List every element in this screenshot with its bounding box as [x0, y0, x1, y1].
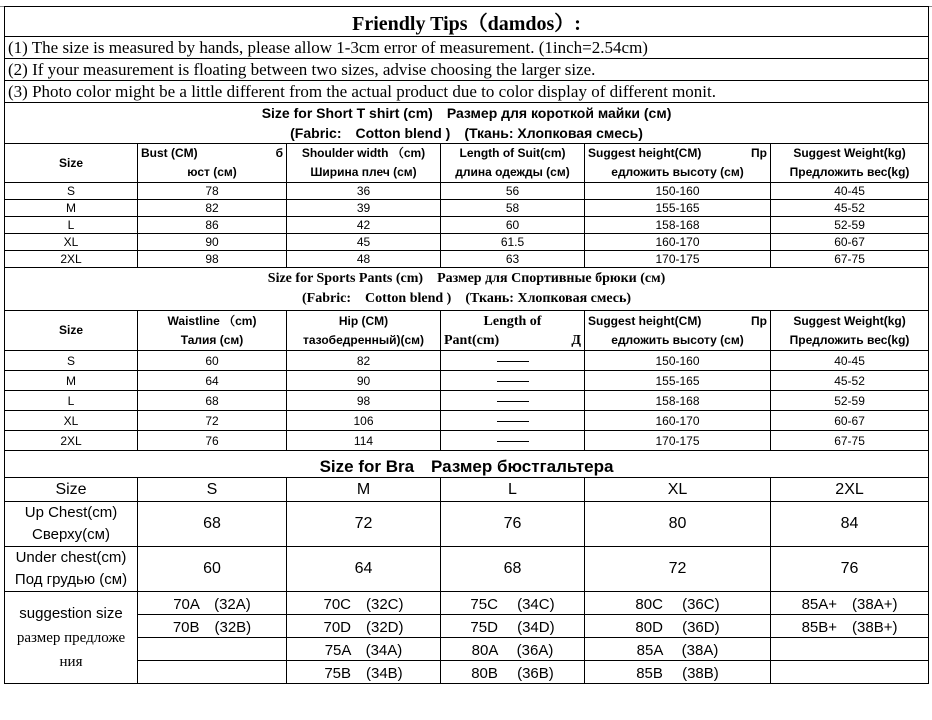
tshirt-cell-size: XL: [5, 234, 138, 251]
bra-suggestion-cell: 75A (34A): [287, 638, 441, 661]
tshirt-header-weight: Suggest Weight(kg) Предложить вес(kg): [771, 144, 929, 183]
bra-suggestion-cell: 70C (32C): [287, 592, 441, 615]
bra-suggestion-row: [5, 661, 929, 684]
bra-size-label: Size: [5, 478, 138, 502]
pants-row: [5, 351, 929, 371]
pants-cell-size: XL: [5, 411, 138, 431]
pants-cell-hip: 90: [287, 371, 441, 391]
pants-cell-waist: 72: [138, 411, 287, 431]
pants-cell-height: 160-170: [585, 411, 771, 431]
tip-1: (1) The size is measured by hands, please allow 1-3cm error of measurement. (1inch=2.54cm): [5, 37, 929, 59]
bra-suggestion-row: [5, 638, 929, 661]
tshirt-row: [5, 251, 929, 268]
tshirt-header-length: Length of Suit(cm) длина одежды (см): [441, 144, 585, 183]
pants-cell-weight: 52-59: [771, 391, 929, 411]
bra-suggestion-cell: 70B (32B): [138, 615, 287, 638]
tshirt-section-title: [5, 103, 929, 144]
tshirt-title: Size for Short T shirt (cm) Размер для короткой майки (см): [261, 105, 672, 121]
pants-header-waist: Waistline （cm) Талия (см): [138, 311, 287, 351]
bra-suggestion-label: [5, 592, 138, 684]
pants-section-title: [5, 268, 929, 311]
tshirt-cell-shoulder: 39: [287, 200, 441, 217]
bra-suggestion-cell: [771, 638, 929, 661]
bra-size-M: M: [287, 478, 441, 502]
tshirt-cell-height: 150-160: [585, 183, 771, 200]
size-chart-table: [4, 6, 929, 684]
tshirt-cell-bust: 90: [138, 234, 287, 251]
pants-cell-weight: 67-75: [771, 431, 929, 451]
pants-cell-hip: 114: [287, 431, 441, 451]
pants-row: [5, 391, 929, 411]
bra-size-XL: XL: [585, 478, 771, 502]
pants-cell-length: [441, 351, 585, 371]
pants-cell-waist: 68: [138, 391, 287, 411]
tshirt-row: [5, 234, 929, 251]
pants-header-size: Size: [5, 311, 138, 351]
bra-suggestion-cell: 70A (32A): [138, 592, 287, 615]
pants-cell-length: [441, 431, 585, 451]
pants-header-weight: Suggest Weight(kg) Предложить вес(kg): [771, 311, 929, 351]
bra-suggestion-cell: 80D (36D): [585, 615, 771, 638]
tip-2: (2) If your measurement is floating between two sizes, advise choosing the larger size.: [5, 59, 929, 81]
tshirt-fabric: (Fabric: Cotton blend ) (Ткань: Хлопковая смесь): [290, 125, 643, 141]
bra-up-chest-value: 72: [287, 502, 441, 547]
tshirt-cell-shoulder: 45: [287, 234, 441, 251]
tshirt-cell-bust: 98: [138, 251, 287, 268]
tshirt-cell-bust: 82: [138, 200, 287, 217]
bra-suggestion-cell: 85B (38B): [585, 661, 771, 684]
tshirt-cell-size: M: [5, 200, 138, 217]
bra-suggestion-cell: 80B (36B): [441, 661, 585, 684]
bra-under-chest-value: 60: [138, 547, 287, 592]
tshirt-cell-height: 160-170: [585, 234, 771, 251]
bra-suggestion-cell: [138, 661, 287, 684]
pants-cell-weight: 60-67: [771, 411, 929, 431]
bra-up-chest-label: Up Chest(cm) Сверху(см): [5, 502, 138, 547]
tshirt-header-shoulder: Shoulder width （cm) Ширина плеч (см): [287, 144, 441, 183]
pants-cell-size: L: [5, 391, 138, 411]
tip-3: (3) Photo color might be a little different from the actual product due to color display of different monit.: [5, 81, 929, 103]
tshirt-cell-weight: 67-75: [771, 251, 929, 268]
tshirt-header-size: Size: [5, 144, 138, 183]
tshirt-cell-length: 60: [441, 217, 585, 234]
pants-cell-height: 155-165: [585, 371, 771, 391]
bra-suggestion-cell: 85B+ (38B+): [771, 615, 929, 638]
pants-header-hip: Hip (CM) тазобедренный)(см): [287, 311, 441, 351]
tshirt-header-bust: Bust (CM) б юст (см): [138, 144, 287, 183]
bra-suggestion-cell: [771, 661, 929, 684]
bra-size-2XL: 2XL: [771, 478, 929, 502]
tshirt-cell-height: 170-175: [585, 251, 771, 268]
bra-under-chest-value: 76: [771, 547, 929, 592]
bra-up-chest-value: 84: [771, 502, 929, 547]
pants-header-height: Suggest height(CM) Пр едложить высоту (см): [585, 311, 771, 351]
tshirt-cell-size: L: [5, 217, 138, 234]
pants-cell-waist: 60: [138, 351, 287, 371]
tshirt-cell-shoulder: 36: [287, 183, 441, 200]
bra-up-chest-value: 68: [138, 502, 287, 547]
pants-title: Size for Sports Pants (cm) Размер для Спортивные брюки (см): [267, 271, 666, 286]
tshirt-cell-weight: 40-45: [771, 183, 929, 200]
pants-cell-height: 170-175: [585, 431, 771, 451]
tshirt-rows: [5, 183, 929, 268]
tshirt-cell-bust: 78: [138, 183, 287, 200]
pants-cell-size: M: [5, 371, 138, 391]
pants-cell-weight: 45-52: [771, 371, 929, 391]
tshirt-cell-height: 155-165: [585, 200, 771, 217]
pants-cell-length: [441, 391, 585, 411]
bra-under-chest-value: 72: [585, 547, 771, 592]
bra-suggestion-cell: [138, 638, 287, 661]
tshirt-header-height: Suggest height(CM) Пр едложить высоту (см): [585, 144, 771, 183]
pants-row: [5, 431, 929, 451]
bra-suggestion-cell: 75D (34D): [441, 615, 585, 638]
pants-cell-hip: 98: [287, 391, 441, 411]
bra-suggestion-cell: 70D (32D): [287, 615, 441, 638]
pants-row: [5, 371, 929, 391]
sugg-label-2: размер предложе: [16, 629, 126, 646]
tshirt-cell-weight: 45-52: [771, 200, 929, 217]
bra-under-chest-label: Under chest(cm) Под грудью (см): [5, 547, 138, 592]
tshirt-cell-length: 61.5: [441, 234, 585, 251]
tshirt-cell-height: 158-168: [585, 217, 771, 234]
pants-cell-length: [441, 371, 585, 391]
pants-header-length: Length of Pant(cm) Д: [441, 311, 585, 351]
dash-placeholder: [497, 401, 529, 402]
pants-row: [5, 411, 929, 431]
bra-up-chest-value: 80: [585, 502, 771, 547]
tshirt-row: [5, 183, 929, 200]
tshirt-cell-weight: 52-59: [771, 217, 929, 234]
dash-placeholder: [497, 441, 529, 442]
pants-cell-length: [441, 411, 585, 431]
tshirt-cell-shoulder: 42: [287, 217, 441, 234]
tshirt-cell-length: 56: [441, 183, 585, 200]
bra-size-L: L: [441, 478, 585, 502]
tshirt-cell-length: 63: [441, 251, 585, 268]
bra-under-chest-value: 68: [441, 547, 585, 592]
pants-fabric: (Fabric: Cotton blend ) (Ткань: Хлопковая смесь): [302, 291, 632, 306]
pants-cell-hip: 106: [287, 411, 441, 431]
tshirt-cell-shoulder: 48: [287, 251, 441, 268]
sugg-label-1: suggestion size: [19, 604, 123, 622]
tshirt-cell-bust: 86: [138, 217, 287, 234]
tshirt-cell-size: S: [5, 183, 138, 200]
bra-suggestion-row: [5, 592, 929, 615]
bra-title: Size for Bra Размер бюстгальтера: [5, 451, 929, 478]
bra-under-chest-value: 64: [287, 547, 441, 592]
pants-cell-size: 2XL: [5, 431, 138, 451]
pants-cell-height: 158-168: [585, 391, 771, 411]
dash-placeholder: [497, 421, 529, 422]
pants-cell-waist: 76: [138, 431, 287, 451]
bra-up-chest-value: 76: [441, 502, 585, 547]
pants-cell-size: S: [5, 351, 138, 371]
tshirt-row: [5, 200, 929, 217]
friendly-tips-title: Friendly Tips（damdos）:: [5, 7, 929, 37]
tshirt-row: [5, 217, 929, 234]
bra-suggestion-cell: 85A+ (38A+): [771, 592, 929, 615]
bra-suggestion-cell: 85A (38A): [585, 638, 771, 661]
dash-placeholder: [497, 361, 529, 362]
bra-suggestion-cell: 80C (36C): [585, 592, 771, 615]
pants-cell-hip: 82: [287, 351, 441, 371]
pants-rows: [5, 351, 929, 451]
pants-cell-waist: 64: [138, 371, 287, 391]
bra-suggestion-row: [5, 615, 929, 638]
bra-suggestion-cell: 80A (36A): [441, 638, 585, 661]
bra-size-S: S: [138, 478, 287, 502]
tshirt-cell-length: 58: [441, 200, 585, 217]
bra-suggestion-cell: 75C (34C): [441, 592, 585, 615]
bra-suggestion-cell: 75B (34B): [287, 661, 441, 684]
tshirt-cell-weight: 60-67: [771, 234, 929, 251]
pants-cell-weight: 40-45: [771, 351, 929, 371]
tshirt-cell-size: 2XL: [5, 251, 138, 268]
dash-placeholder: [497, 381, 529, 382]
bra-suggestion-rows: [5, 592, 929, 684]
pants-cell-height: 150-160: [585, 351, 771, 371]
sugg-label-3: ния: [59, 653, 83, 670]
